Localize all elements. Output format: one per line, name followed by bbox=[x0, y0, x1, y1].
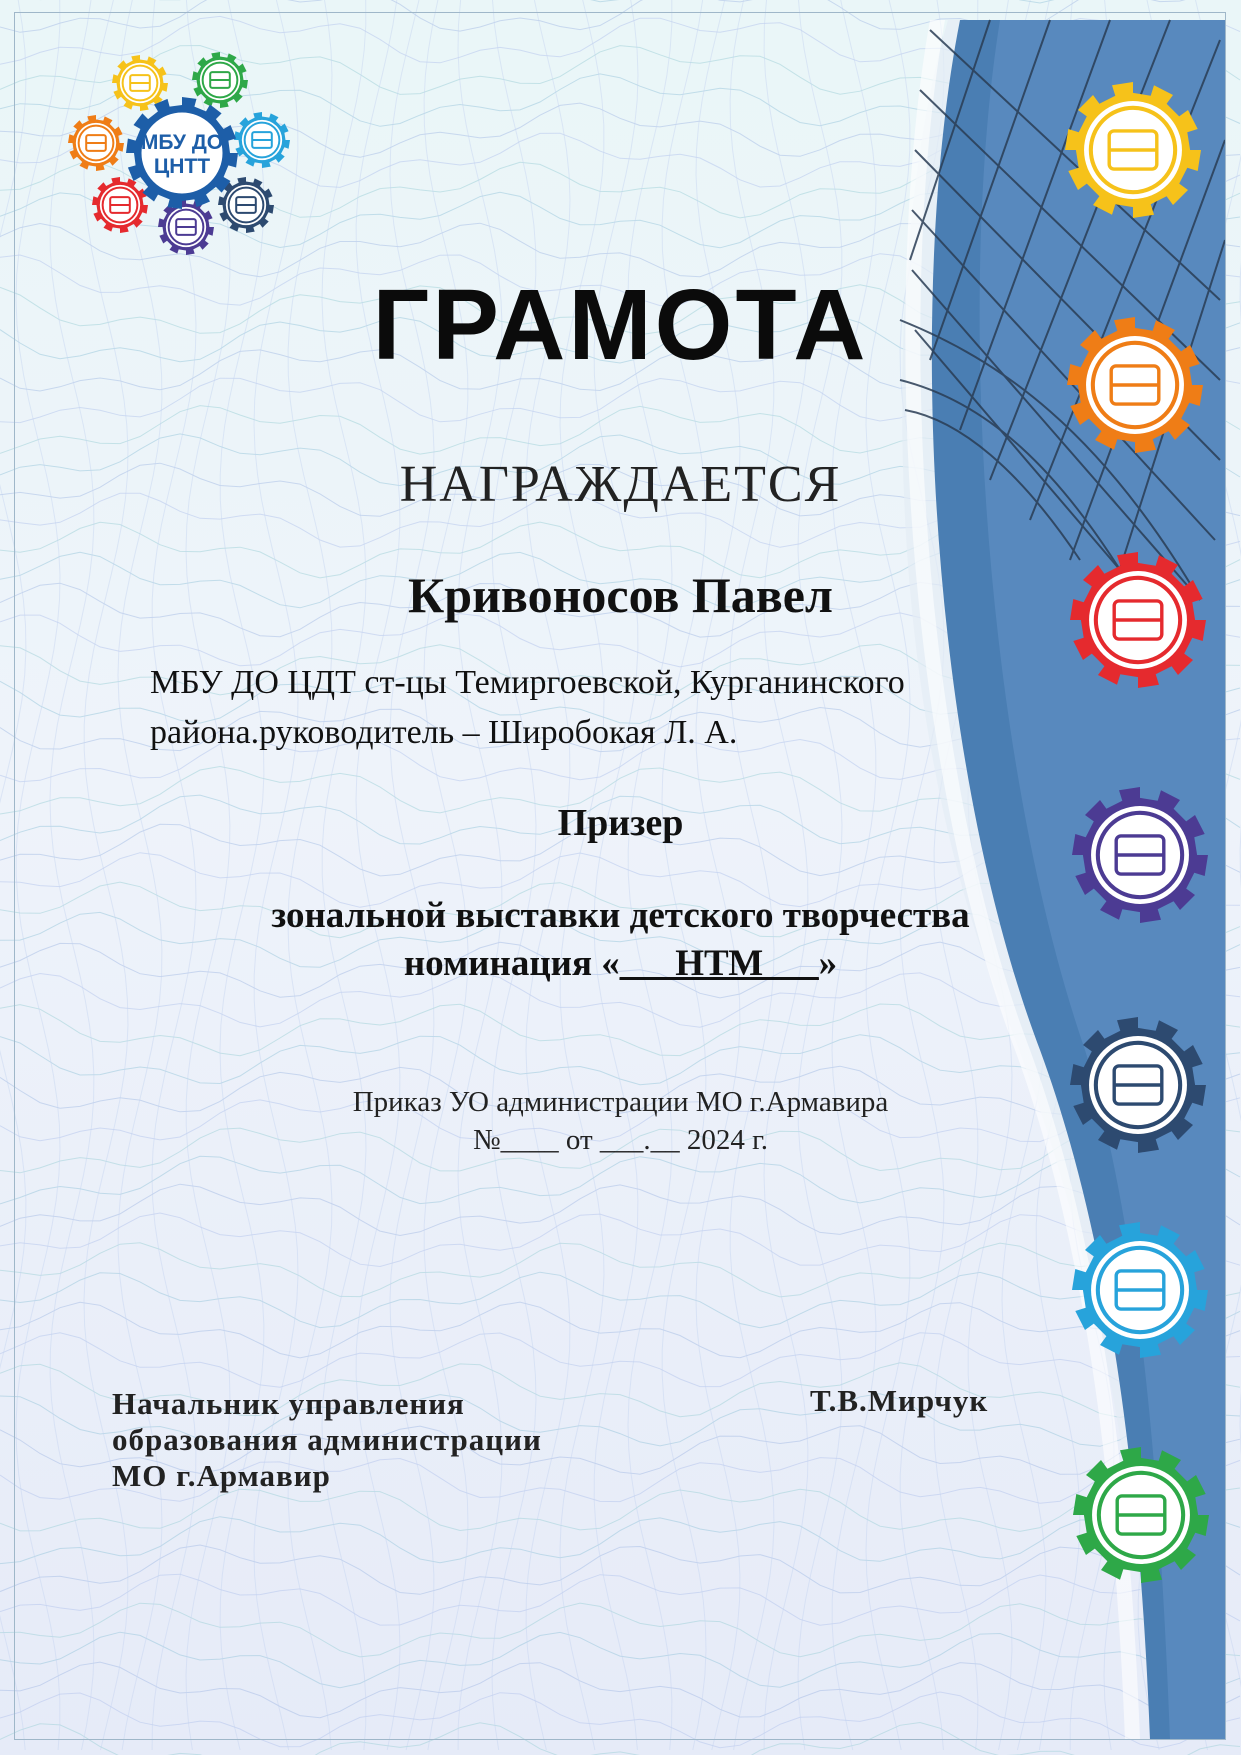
logo-gear-purple bbox=[158, 199, 214, 255]
event-line1: зональной выставки детского творчества bbox=[271, 895, 970, 936]
event-line2 bbox=[0, 940, 1241, 988]
logo-gear-cyan bbox=[234, 112, 290, 168]
signer-position-line2: образования администрации bbox=[112, 1422, 542, 1457]
signer-position bbox=[112, 1386, 542, 1494]
logo-gear-red bbox=[92, 177, 148, 233]
nomination-prefix: номинация « bbox=[403, 943, 620, 984]
logo-gear-orange bbox=[68, 115, 124, 171]
order-line2: №____ от ___.__ 2024 г. bbox=[472, 1124, 769, 1156]
certificate-title: ГРАМОТА bbox=[372, 269, 869, 381]
signer-position-line1: Начальник управления bbox=[112, 1386, 465, 1421]
logo-gear-green bbox=[192, 52, 248, 108]
awarded-heading: НАГРАЖДАЕТСЯ bbox=[399, 456, 842, 513]
logo-text-line1: МБУ ДО bbox=[140, 131, 224, 154]
order-line1: Приказ УО администрации МО г.Армавира bbox=[352, 1086, 889, 1118]
signer-name: Т.В.Мирчук bbox=[810, 1383, 989, 1418]
organization-line1: МБУ ДО ЦДТ ст-цы Темиргоевской, Курганинского bbox=[150, 664, 905, 701]
org-logo bbox=[60, 45, 300, 265]
organization-text bbox=[150, 658, 905, 758]
nomination-suffix: » bbox=[818, 943, 838, 984]
signer-position-line3: МО г.Армавир bbox=[112, 1458, 331, 1493]
nomination-value: ___НТМ___ bbox=[619, 943, 819, 984]
order-reference bbox=[0, 1083, 1241, 1159]
event-description bbox=[0, 892, 1241, 988]
organization-line2: района.руководитель – Широбокая Л. А. bbox=[150, 714, 738, 751]
award-status: Призер bbox=[557, 802, 684, 844]
logo-text-line2: ЦНТТ bbox=[153, 155, 211, 178]
recipient-name: Кривоносов Павел bbox=[408, 567, 833, 623]
